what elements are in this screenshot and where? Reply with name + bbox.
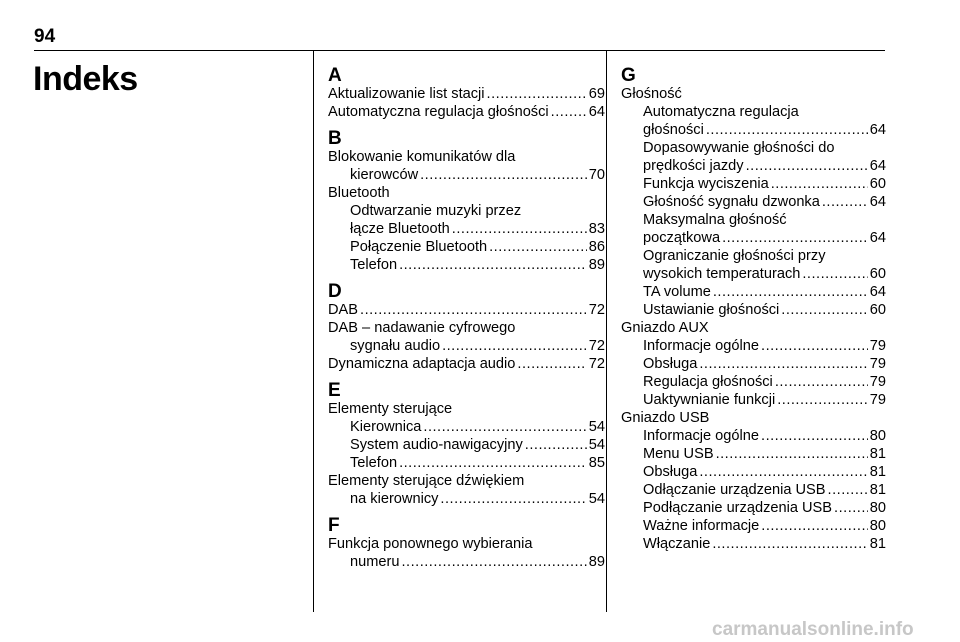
index-entry[interactable] [328,166,605,184]
index-entry-text: Głośność sygnału dzwonka [643,194,820,210]
index-entry[interactable] [621,175,886,193]
index-column-2 [621,66,886,553]
index-entry[interactable] [328,553,605,571]
index-entry-page: 72 [588,302,605,318]
index-entry-text: numeru [350,554,400,570]
index-entry-text: Kierownica [350,419,422,435]
index-entry-page: 60 [869,176,886,192]
index-entry[interactable] [621,481,886,499]
dot-leader [761,517,868,535]
dot-leader [551,103,587,121]
index-entry-text: System audio-nawigacyjny [350,437,523,453]
index-entry-text: kierowców [350,167,419,183]
index-entry-text: Informacje ogólne [643,428,760,444]
index-entry-page: 79 [869,374,886,390]
index-entry-text: Regulacja głośności [643,374,773,390]
index-entry-text: TA volume [643,284,711,300]
index-entry[interactable] [621,535,886,553]
index-entry[interactable] [621,283,886,301]
index-entry-page: 70 [588,167,605,183]
index-entry-text: prędkości jazdy [643,158,744,174]
index-entry-page: 69 [588,86,605,102]
index-entry-page: 72 [588,356,605,372]
dot-leader [440,490,586,508]
index-entry-text: Połączenie Bluetooth [350,239,488,255]
index-heading-line: Gniazdo USB [621,410,710,426]
dot-leader [713,283,868,301]
index-heading-line: Elementy sterujące dźwiękiem [328,473,525,489]
index-entry[interactable] [328,103,605,121]
dot-leader [401,553,586,571]
dot-leader [712,535,867,553]
index-entry-page: 54 [588,491,605,507]
index-heading-line: Bluetooth [328,185,390,201]
index-entry-page: 64 [869,284,886,300]
index-heading-line: Elementy sterujące [328,401,453,417]
header-rule [34,50,885,51]
index-entry-text: Informacje ogólne [643,338,760,354]
index-entry[interactable] [328,238,605,256]
index-entry-page: 64 [869,158,886,174]
index-entry[interactable] [328,418,605,436]
index-entry-text: głośności [643,122,704,138]
index-entry-text: Uaktywnianie funkcji [643,392,776,408]
index-heading-line: Maksymalna głośność [643,212,787,228]
index-heading-line: DAB – nadawanie cyfrowego [328,320,516,336]
index-heading-line: Głośność [621,86,682,102]
index-entry[interactable] [328,220,605,238]
dot-leader [822,193,868,211]
index-entry-page: 54 [588,419,605,435]
index-entry-page: 89 [588,554,605,570]
index-entry[interactable] [621,463,886,481]
index-entry-page: 54 [588,437,605,453]
index-entry[interactable] [621,391,886,409]
dot-leader [699,355,867,373]
index-entry-text: Dynamiczna adaptacja audio [328,356,516,372]
index-entry-page: 80 [869,500,886,516]
dot-leader [802,265,867,283]
index-heading-line: Automatyczna regulacja [643,104,799,120]
index-entry-text: na kierownicy [350,491,439,507]
dot-leader [360,301,587,319]
dot-leader [487,85,587,103]
index-entry-text: Podłączanie urządzenia USB [643,500,833,516]
page-number: 94 [34,26,56,47]
index-entry[interactable] [621,121,886,139]
index-entry-text: Telefon [350,257,398,273]
index-entry-page: 81 [869,446,886,462]
index-entry[interactable] [621,373,886,391]
index-letter-heading: E [328,380,341,401]
dot-leader [517,355,586,373]
dot-leader [399,454,587,472]
index-entry-text: Aktualizowanie list stacji [328,86,485,102]
index-entry-text: Telefon [350,455,398,471]
index-entry-page: 64 [869,230,886,246]
dot-leader [699,463,867,481]
index-entry[interactable] [328,454,605,472]
index-entry-page: 85 [588,455,605,471]
index-entry[interactable] [328,436,605,454]
index-heading-line: Odtwarzanie muzyki przez [350,203,522,219]
dot-leader [525,436,587,454]
index-entry-text: Obsługa [643,464,698,480]
index-entry-page: 79 [869,356,886,372]
index-entry-text: Menu USB [643,446,714,462]
index-entry[interactable] [621,229,886,247]
index-entry-page: 81 [869,536,886,552]
index-entry-page: 80 [869,428,886,444]
index-entry-page: 60 [869,266,886,282]
index-entry-page: 83 [588,221,605,237]
page-title: Indeks [33,60,138,98]
dot-leader [781,301,867,319]
dot-leader [452,220,587,238]
index-letter-heading: A [328,65,342,86]
index-entry-page: 81 [869,464,886,480]
index-heading-line: Dopasowywanie głośności do [643,140,835,156]
dot-leader [771,175,868,193]
index-entry[interactable] [328,301,605,319]
index-entry-text: Odłączanie urządzenia USB [643,482,826,498]
dot-leader [706,121,868,139]
index-entry-page: 79 [869,392,886,408]
dot-leader [775,373,868,391]
index-column-1 [328,66,605,571]
index-heading-line: Gniazdo AUX [621,320,709,336]
dot-leader [746,157,868,175]
index-entry-text: DAB [328,302,359,318]
column-divider-left [313,51,314,612]
index-entry-page: 79 [869,338,886,354]
index-entry-text: początkowa [643,230,721,246]
index-entry-page: 81 [869,482,886,498]
index-entry-page: 72 [588,338,605,354]
index-entry[interactable] [621,499,886,517]
dot-leader [834,499,868,517]
dot-leader [423,418,586,436]
dot-leader [489,238,587,256]
index-entry-text: Funkcja wyciszenia [643,176,769,192]
index-entry-page: 86 [588,239,605,255]
index-entry[interactable] [621,427,886,445]
index-entry[interactable] [621,265,886,283]
index-entry-page: 64 [588,104,605,120]
index-entry-text: Automatyczna regulacja głośności [328,104,549,120]
index-heading-line: Funkcja ponownego wybierania [328,536,533,552]
index-entry-text: sygnału audio [350,338,441,354]
index-entry-page: 89 [588,257,605,273]
dot-leader [761,337,868,355]
index-letter-heading: G [621,65,636,86]
dot-leader [777,391,868,409]
index-heading-line: Ograniczanie głośności przy [643,248,826,264]
column-divider-right [606,51,607,612]
dot-leader [399,256,587,274]
dot-leader [722,229,868,247]
index-entry[interactable] [621,157,886,175]
watermark: carmanualsonline.info [712,619,914,640]
dot-leader [716,445,868,463]
index-entry[interactable] [328,85,605,103]
dot-leader [442,337,587,355]
index-entry-page: 60 [869,302,886,318]
index-entry[interactable] [621,517,886,535]
index-entry[interactable] [621,301,886,319]
index-entry[interactable] [621,337,886,355]
index-letter-heading: B [328,128,342,149]
index-entry-text: Ustawianie głośności [643,302,780,318]
index-entry-text: Ważne informacje [643,518,760,534]
index-heading-line: Blokowanie komunikatów dla [328,149,516,165]
index-entry-text: Włączanie [643,536,711,552]
index-entry[interactable] [328,355,605,373]
dot-leader [828,481,868,499]
index-entry-page: 64 [869,194,886,210]
index-letter-heading: D [328,281,342,302]
dot-leader [420,166,587,184]
index-entry[interactable] [621,355,886,373]
index-letter-heading: F [328,515,340,536]
index-entry-page: 80 [869,518,886,534]
index-entry[interactable] [328,490,605,508]
index-entry-text: łącze Bluetooth [350,221,450,237]
dot-leader [761,427,868,445]
index-entry-text: wysokich temperaturach [643,266,801,282]
index-entry[interactable] [621,445,886,463]
index-entry[interactable] [328,337,605,355]
index-entry-text: Obsługa [643,356,698,372]
index-entry-page: 64 [869,122,886,138]
index-entry[interactable] [621,193,886,211]
index-entry[interactable] [328,256,605,274]
